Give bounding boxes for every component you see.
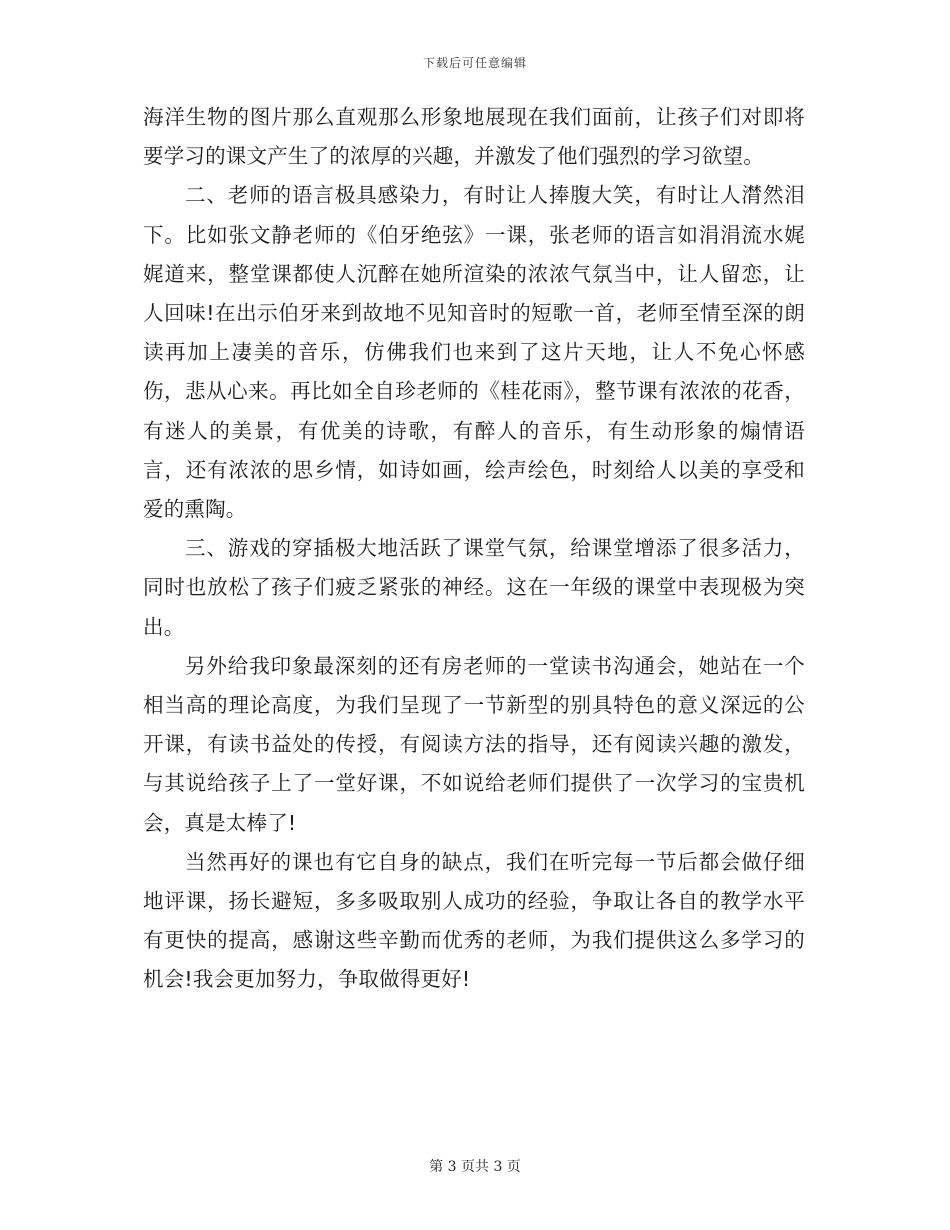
paragraph-5: 当然再好的课也有它自身的缺点，我们在听完每一节后都会做仔细地评课，扬长避短，多多吸取别人成功的经验，争取让各自的教学水平有更快的提高，感谢这些辛勤而优秀的老师，为我们提供这么多学习的机会!我会更加努力，争取做得更好! [143, 849, 805, 992]
paragraph-1: 海洋生物的图片那么直观那么形象地展现在我们面前，让孩子们对即将要学习的课文产生了的浓厚的兴趣，并激发了他们强烈的学习欲望。 [143, 105, 805, 169]
paragraph-3: 三、游戏的穿插极大地活跃了课堂气氛，给课堂增添了很多活力，同时也放松了孩子们疲乏紧张的神经。这在一年级的课堂中表现极为突出。 [143, 536, 805, 639]
paragraph-2: 二、老师的语言极具感染力，有时让人捧腹大笑，有时让人潸然泪下。比如张文静老师的《伯牙绝弦》一课，张老师的语言如涓涓流水娓娓道来，整堂课都使人沉醉在她所渲染的浓浓气氛当中，让人留恋，让人回味!在出示伯牙来到故地不见知音时的短歌一首，老师至情至深的朗读再加上凄美的音乐，仿佛我们也来到了这片天地，让人不免心怀感伤，悲从心来。再比如全自珍老师的《桂花雨》，整节课有浓浓的花香，有迷人的美景，有优美的诗歌，有醉人的音乐，有生动形象的煽情语言，还有浓浓的思乡情，如诗如画，绘声绘色，时刻给人以美的享受和爱的熏陶。 [143, 183, 805, 522]
page-footer: 第 3 页共 3 页 [429, 1159, 521, 1175]
document-body [143, 98, 805, 1000]
paragraph-4: 另外给我印象最深刻的还有房老师的一堂读书沟通会，她站在一个相当高的理论高度，为我们呈现了一节新型的别具特色的意义深远的公开课，有读书益处的传授，有阅读方法的指导，还有阅读兴趣的激发，与其说给孩子上了一堂好课，不如说给老师们提供了一次学习的宝贵机会，真是太棒了! [143, 653, 805, 835]
page-header: 下载后可任意编辑 [422, 56, 527, 70]
